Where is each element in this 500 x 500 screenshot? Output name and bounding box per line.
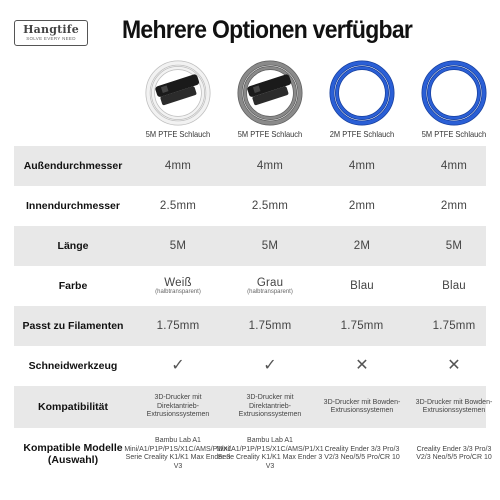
cell-value: 4mm <box>440 160 468 172</box>
cell-value: Blau <box>350 280 374 292</box>
row-label: Kompatibilität <box>38 401 108 413</box>
cell-value: Weiß <box>164 276 192 289</box>
table-cell <box>224 346 316 386</box>
cell-note: (halbtransparent) <box>247 288 293 295</box>
cell-value: 5M <box>169 240 187 252</box>
cell-value: 5M <box>445 240 463 252</box>
table-row <box>14 146 486 186</box>
checkmark-icon: ✓ <box>263 357 277 374</box>
cell-value: 3D-Drucker mit Bowden-Extrusionssystemen <box>415 398 493 414</box>
brand-logo <box>14 20 88 46</box>
table-cell <box>408 386 500 428</box>
product-image-1 <box>132 58 224 128</box>
cell-value: 1.75mm <box>432 320 476 332</box>
cell-value: 3D-Drucker mit Direktantrieb-Extrusionssystemen <box>146 394 210 419</box>
cell-value: 1.75mm <box>248 320 292 332</box>
row-label: Außendurchmesser <box>23 160 123 172</box>
brand-tagline: SOLVE EVERY NEED <box>26 36 76 41</box>
cell-value: Grau <box>256 276 284 289</box>
product-image-3 <box>316 58 408 128</box>
table-row <box>14 186 486 226</box>
page-title: Mehrere Optionen verfügbar <box>122 16 413 44</box>
table-row <box>14 226 486 266</box>
table-cell <box>316 266 408 306</box>
table-cell <box>132 386 224 428</box>
table-cell <box>132 186 224 226</box>
table-row <box>14 346 486 386</box>
product-label-3: 2M PTFE Schlauch <box>329 129 395 139</box>
cell-value: 1.75mm <box>156 320 200 332</box>
table-cell <box>124 428 232 480</box>
table-cell <box>132 306 224 346</box>
cell-value: 4mm <box>164 160 192 172</box>
cell-value: 3D-Drucker mit Direktantrieb-Extrusionssystemen <box>238 394 302 419</box>
table-cell <box>408 146 500 186</box>
row-label: Schneidwerkzeug <box>28 360 118 372</box>
table-cell <box>408 306 500 346</box>
cell-value: 4mm <box>348 160 376 172</box>
table-row <box>14 266 486 306</box>
product-label-4: 5M PTFE Schlauch <box>421 129 487 139</box>
table-cell <box>224 146 316 186</box>
table-cell <box>316 186 408 226</box>
table-cell <box>224 266 316 306</box>
table-cell <box>408 346 500 386</box>
table-cell <box>316 346 408 386</box>
cross-icon: ✕ <box>447 357 461 374</box>
table-row <box>14 428 492 480</box>
row-label: Kompatible Modelle (Auswahl) <box>23 442 123 466</box>
table-row <box>14 306 486 346</box>
cell-note: (halbtransparent) <box>155 288 201 295</box>
row-label: Länge <box>57 240 89 252</box>
table-cell <box>132 226 224 266</box>
table-cell <box>316 428 408 480</box>
cell-value: 2M <box>353 240 371 252</box>
table-cell <box>216 428 324 480</box>
cross-icon: ✕ <box>355 357 369 374</box>
cell-value: 2.5mm <box>251 200 289 212</box>
cell-value: Creality Ender 3/3 Pro/3 V2/3 Neo/5/5 Pro/CR 10 <box>416 445 492 461</box>
row-label: Innendurchmesser <box>26 200 120 212</box>
table-cell <box>316 386 408 428</box>
cell-value: 2.5mm <box>159 200 197 212</box>
table-cell <box>408 186 500 226</box>
cell-value: Creality Ender 3/3 Pro/3 V2/3 Neo/5/5 Pro/CR 10 <box>324 445 400 461</box>
cell-value: 1.75mm <box>340 320 384 332</box>
table-cell <box>224 226 316 266</box>
row-label: Passt zu Filamenten <box>22 320 124 332</box>
table-cell <box>224 186 316 226</box>
cell-value: 4mm <box>256 160 284 172</box>
table-cell <box>224 386 316 428</box>
table-cell <box>408 428 500 480</box>
cell-value: 2mm <box>440 200 468 212</box>
cell-value: 3D-Drucker mit Bowden-Extrusionssystemen <box>323 398 401 414</box>
cell-value: Blau <box>442 280 466 292</box>
product-image-4 <box>408 58 500 128</box>
checkmark-icon: ✓ <box>171 357 185 374</box>
table-cell <box>408 226 500 266</box>
table-cell <box>408 266 500 306</box>
brand-name: Hangtife <box>23 23 79 36</box>
cell-value: Bambu Lab A1 Mini/A1/P1P/P1S/X1C/AMS/P1/X1 Serie Creality K1/K1 Max Ender 3 V3 <box>216 437 324 470</box>
table-cell <box>316 226 408 266</box>
table-cell <box>316 146 408 186</box>
table-cell <box>132 146 224 186</box>
row-label: Farbe <box>58 280 88 292</box>
table-cell <box>224 306 316 346</box>
table-cell <box>132 346 224 386</box>
table-cell <box>316 306 408 346</box>
cell-value: Bambu Lab A1 Mini/A1/P1P/P1S/X1C/AMS/P1/X1 Serie Creality K1/K1 Max Ender 3 V3 <box>124 437 232 470</box>
product-image-2 <box>224 58 316 128</box>
table-cell <box>132 266 224 306</box>
table-row <box>14 386 493 428</box>
cell-value: 2mm <box>348 200 376 212</box>
product-label-1: 5M PTFE Schlauch <box>145 129 211 139</box>
cell-value: 5M <box>261 240 279 252</box>
product-label-2: 5M PTFE Schlauch <box>237 129 303 139</box>
product-images <box>132 58 500 128</box>
